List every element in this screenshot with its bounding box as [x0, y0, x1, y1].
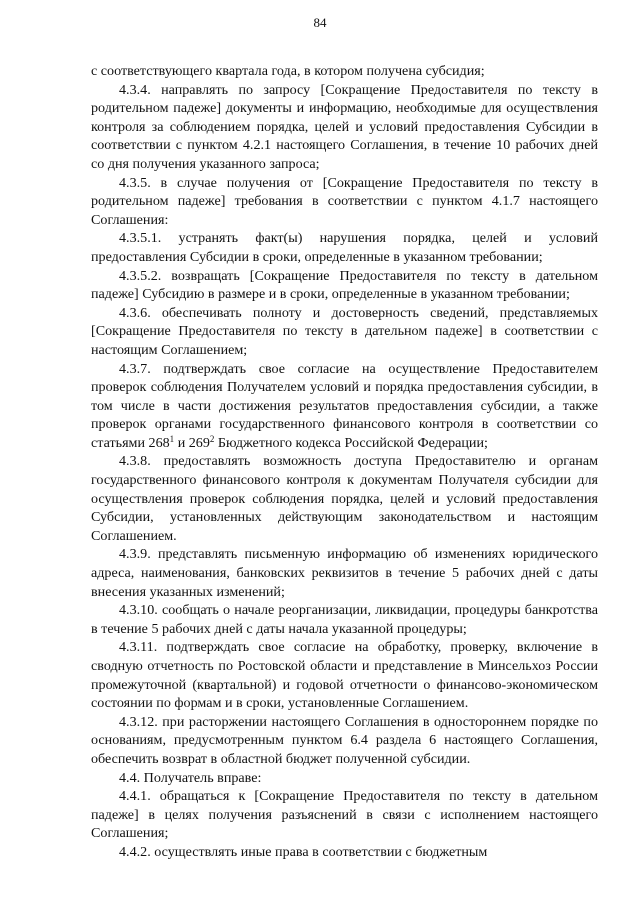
- paragraph: 4.4.2. осуществлять иные права в соответствии с бюджетным: [119, 843, 488, 860]
- paragraph: 4.4. Получатель вправе:: [119, 769, 262, 786]
- paragraph: с соответствующего квартала года, в котором получена субсидия;: [91, 63, 485, 79]
- paragraph: 4.3.11. подтверждать свое согласие на обработку, проверку, включение в сводную отчетность по Ростовской области и представление в Минсельхоз России промежуточной (квартальной) и годовой отчетности о финансово-экономическом состоянии по формам и в сроки, установленные Соглашением.: [91, 639, 598, 712]
- paragraph: 4.3.6. обеспечивать полноту и достоверность сведений, представляемых [Сокращение Предоставителя по тексту в дательном падеже] в соответствии с настоящим Соглашением;: [91, 304, 598, 358]
- paragraph: 4.3.8. предоставлять возможность доступа Предоставителю и органам государственного финансового контроля к документам Получателя субсидии для осуществления проверок соблюдения порядка, целей и условий предоставления Субсидии, установленных действующим законодательством и настоящим Соглашением.: [91, 453, 598, 544]
- footnote-superscript: 1: [169, 433, 175, 444]
- paragraph: 4.4.1. обращаться к [Сокращение Предоставителя по тексту в дательном падеже] в целях получения разъяснений в связи с исполнением настоящего Соглашения;: [91, 788, 598, 842]
- paragraph: 4.3.5.1. устранять факт(ы) нарушения порядка, целей и условий предоставления Субсидии в сроки, определенные в указанном требовании;: [91, 230, 598, 265]
- paragraph-text: 4.3.7. подтверждать свое согласие на осуществление Предоставителем проверок соблюдения Получателем условий и порядка предоставления субсидии, в том числе в части достижения результатов предоставления субсидии, а также проверок органами государственного финансового контроля в соответствии со статьями 268: [91, 360, 598, 451]
- paragraph: 4.3.4. направлять по запросу [Сокращение Предоставителя по тексту в родительном падеже] документы и информацию, необходимые для осуществления контроля за соблюдением порядка, целей и условий предоставления Субсидии в соответствии с пунктом 4.2.1 настоящего Соглашения, в течение 10 рабочих дней со дня получения указанного запроса;: [91, 81, 598, 172]
- paragraph: 4.3.10. сообщать о начале реорганизации, ликвидации, процедуры банкротства в течение 5 рабочих дней с даты начала указанной процедуры;: [91, 602, 598, 637]
- document-body: [91, 62, 598, 862]
- paragraph: 4.3.9. представлять письменную информацию об изменениях юридического адреса, наименования, банковских реквизитов в течение 5 рабочих дней с даты внесения указанных изменений;: [91, 546, 598, 600]
- paragraph-text: Бюджетного кодекса Российской Федерации;: [214, 434, 488, 451]
- paragraph: 4.3.12. при расторжении настоящего Соглашения в одностороннем порядке по основаниям, предусмотренным пунктом 6.4 раздела 6 настоящего Соглашения, обеспечить возврат в областной бюджет полученной субсидии.: [91, 713, 598, 767]
- page-number: 84: [313, 15, 327, 30]
- paragraph: 4.3.5.2. возвращать [Сокращение Предоставителя по тексту в дательном падеже] Субсидию в размере и в сроки, определенные в указанном требовании;: [91, 267, 598, 303]
- footnote-superscript: 2: [209, 433, 215, 444]
- paragraph: 4.3.5. в случае получения от [Сокращение Предоставителя по тексту в родительном падеже] требования в соответствии с пунктом 4.1.7 настоящего Соглашения:: [91, 174, 598, 228]
- paragraph-text: и 269: [174, 434, 210, 451]
- paragraph: [91, 360, 598, 453]
